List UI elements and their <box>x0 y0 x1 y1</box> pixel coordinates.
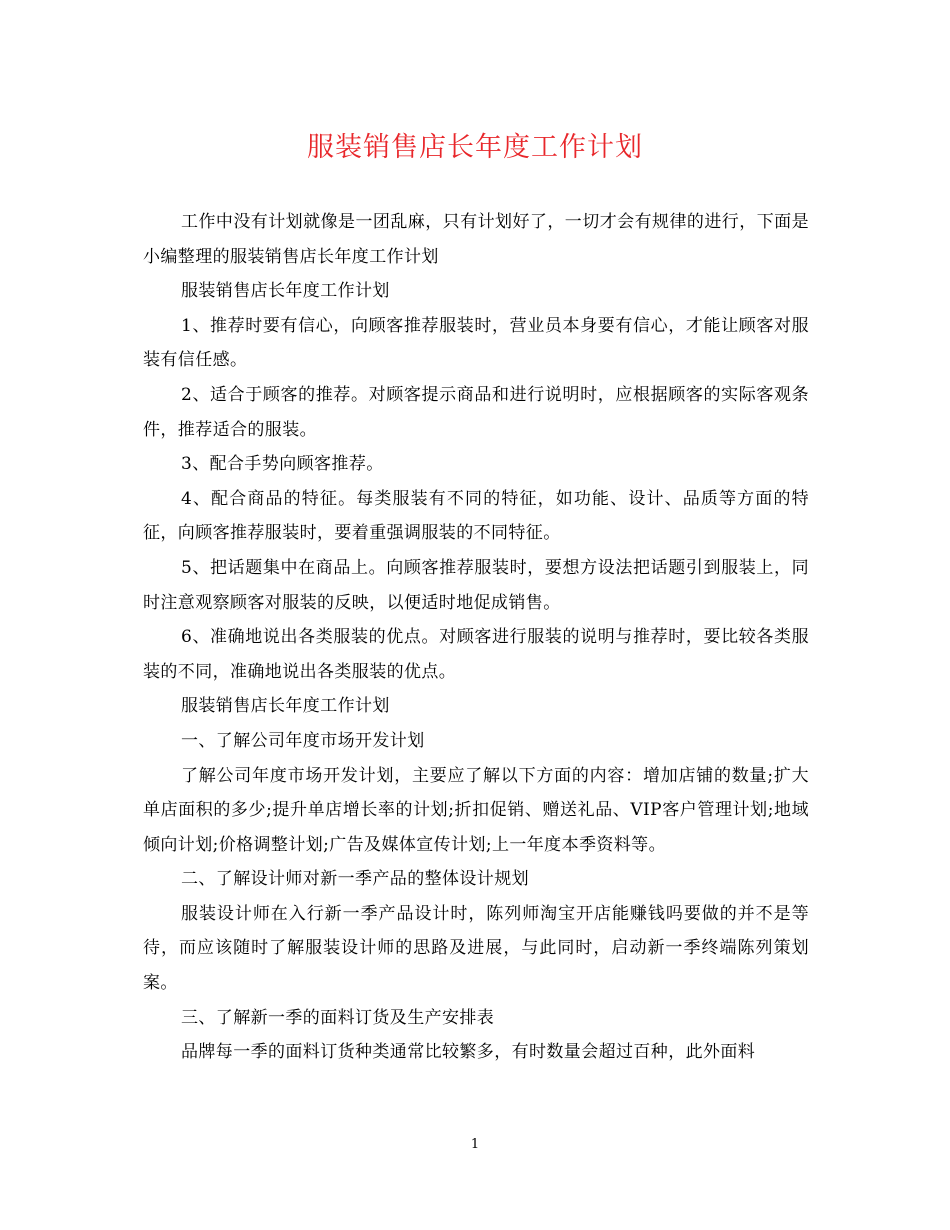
paragraph-item-5: 5、把话题集中在商品上。向顾客推荐服装时，要想方设法把话题引到服装上，同时注意观察顾客对服装的反映，以便适时地促成销售。 <box>143 557 809 613</box>
paragraph-item-6: 6、准确地说出各类服装的优点。对顾客进行服装的说明与推荐时，要比较各类服装的不同，准确地说出各类服装的优点。 <box>143 627 809 682</box>
paragraph-item-4: 4、配合商品的特征。每类服装有不同的特征，如功能、设计、品质等方面的特征，向顾客推荐服装时，要着重强调服装的不同特征。 <box>143 488 809 544</box>
section-heading-3: 三、了解新一季的面料订货及生产安排表 <box>181 1007 495 1028</box>
section-body-2: 服装设计师在入行新一季产品设计时，陈列师淘宝开店能赚钱吗要做的并不是等待，而应该随时了解服装设计师的思路及进展，与此同时，启动新一季终端陈列策划案。 <box>143 903 809 994</box>
paragraph-item-2: 2、适合于顾客的推荐。对顾客提示商品和进行说明时，应根据顾客的实际客观条件，推荐适合的服装。 <box>143 384 809 440</box>
paragraph-item-3: 3、配合手势向顾客推荐。 <box>181 454 384 475</box>
paragraph-heading-2: 服装销售店长年度工作计划 <box>181 696 390 717</box>
document-body <box>143 205 809 1070</box>
section-body-1: 了解公司年度市场开发计划，主要应了解以下方面的内容：增加店铺的数量;扩大单店面积的多少;提升单店增长率的计划;折扣促销、赠送礼品、VIP客户管理计划;地域倾向计划;价格调整计划;广告及媒体宣传计划;上一年度本季资料等。 <box>143 765 809 855</box>
document-title: 服装销售店长年度工作计划 <box>307 132 643 163</box>
paragraph-item-1: 1、推荐时要有信心，向顾客推荐服装时，营业员本身要有信心，才能让顾客对服装有信任感。 <box>143 315 809 371</box>
paragraph-intro: 工作中没有计划就像是一团乱麻，只有计划好了，一切才会有规律的进行，下面是小编整理的服装销售店长年度工作计划 <box>143 212 809 267</box>
section-heading-1: 一、了解公司年度市场开发计划 <box>181 730 425 751</box>
paragraph-heading: 服装销售店长年度工作计划 <box>181 281 390 302</box>
section-heading-2: 二、了解设计师对新一季产品的整体设计规划 <box>181 869 529 890</box>
section-body-3: 品牌每一季的面料订货种类通常比较繁多，有时数量会超过百种，此外面料 <box>181 1042 756 1063</box>
page-number: 1 <box>470 1137 480 1152</box>
